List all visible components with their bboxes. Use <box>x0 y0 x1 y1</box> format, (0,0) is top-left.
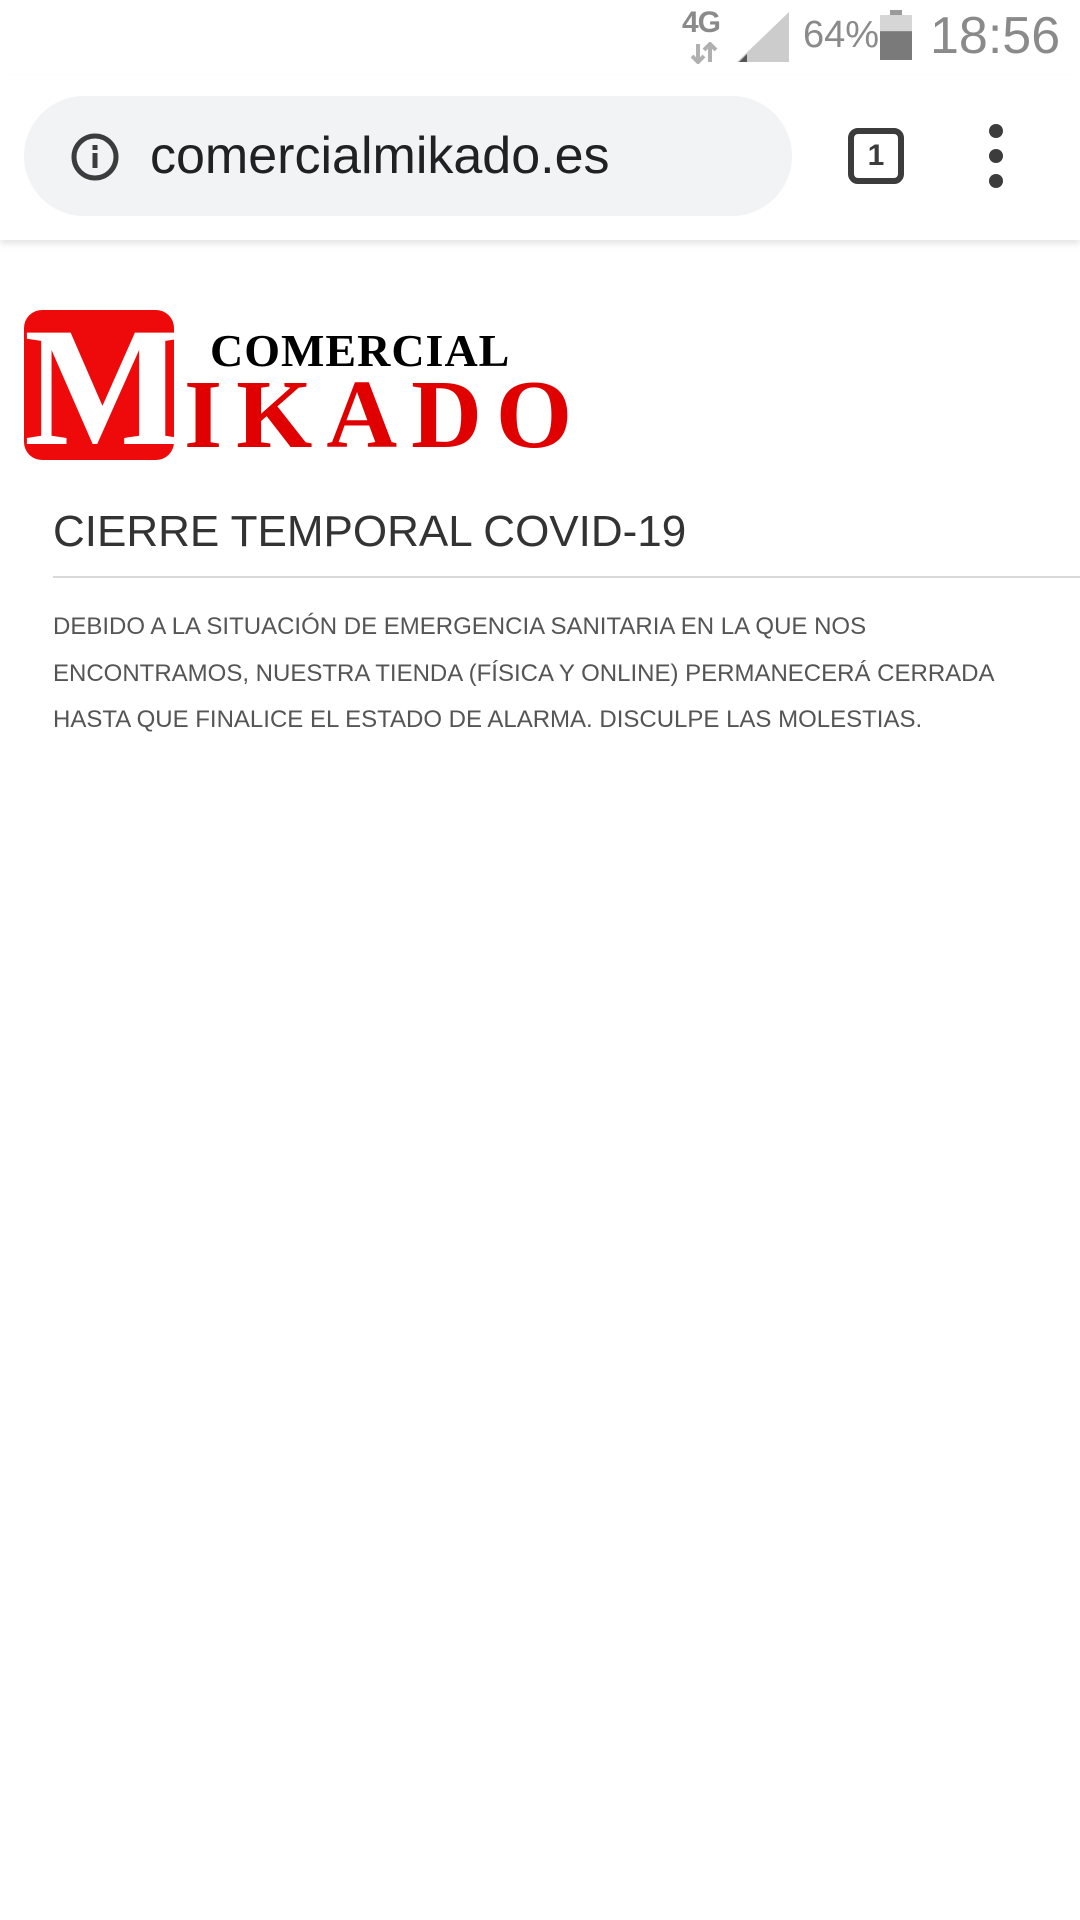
network-type: 4G <box>682 6 721 39</box>
menu-dot <box>989 149 1003 163</box>
site-logo[interactable] <box>24 293 587 481</box>
address-bar[interactable] <box>24 96 792 216</box>
browser-toolbar <box>0 76 1080 240</box>
url-text[interactable]: comercialmikado.es <box>150 127 610 185</box>
network-indicator <box>682 6 726 66</box>
overflow-menu-icon[interactable] <box>980 124 1014 188</box>
logo-bottom-word: IKADO <box>184 361 587 469</box>
cell-signal-icon <box>737 12 789 62</box>
status-bar <box>0 0 1080 76</box>
divider <box>53 576 1080 578</box>
menu-dot <box>989 124 1003 138</box>
battery-percent: 64% <box>803 14 880 56</box>
logo-top-word: COMERCIAL <box>210 325 511 376</box>
closure-notice: DEBIDO A LA SITUACIÓN DE EMERGENCIA SANITARIA EN LA QUE NOS ENCONTRAMOS, NUESTRA TIENDA (FÍSICA Y ONLINE) PERMANECERÁ CERRADA HASTA QUE FINALICE EL ESTADO DE ALARMA. DISCULPE LAS MOLESTIAS. <box>53 613 994 733</box>
info-icon[interactable] <box>70 132 120 182</box>
menu-dot <box>989 174 1003 188</box>
tab-switcher-icon[interactable]: 1 <box>848 128 904 184</box>
logo-mark <box>24 293 185 481</box>
battery-icon <box>880 10 912 60</box>
logo-initial: M <box>24 293 185 481</box>
page-title: CIERRE TEMPORAL COVID-19 <box>53 507 687 556</box>
clock: 18:56 <box>930 7 1061 65</box>
data-arrows-icon <box>690 42 718 64</box>
